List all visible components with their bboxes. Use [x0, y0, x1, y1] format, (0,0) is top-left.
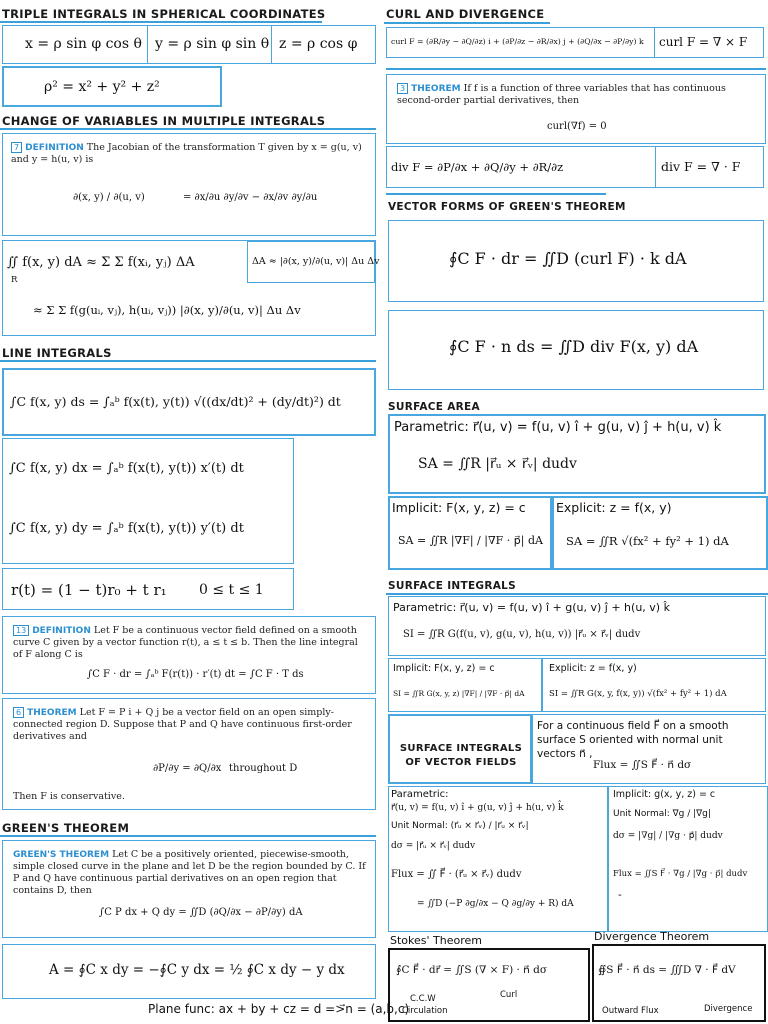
- si-explicit-box: [542, 658, 766, 712]
- spherical-x: x = ρ sin φ cos θ: [25, 36, 142, 52]
- divergence-outward: Outward Flux: [602, 1006, 659, 1016]
- sa-implicit-label: Implicit: F(x, y, z) = c: [392, 500, 526, 515]
- greens-box: [2, 840, 376, 938]
- plane-func: Plane func: ax + by + cz = d =>⃗n = (a,b,c): [148, 1002, 410, 1016]
- greens-text: [13, 849, 369, 897]
- heading-change-vars: CHANGE OF VARIABLES IN MULTIPLE INTEGRALS: [2, 114, 326, 128]
- divider: [386, 68, 766, 70]
- divider: [386, 193, 606, 195]
- sa-explicit-label: Explicit: z = f(x, y): [556, 500, 672, 515]
- flux-param-eq: r⃗(u, v) = f(u, v) î + g(u, v) ĵ + h(u, v) k̂: [391, 803, 564, 813]
- def-number: 13: [13, 625, 29, 636]
- green-tangential-eq: ∮C F · dr = ∬D (curl F) · k dA: [449, 249, 687, 268]
- flux-param-label: Parametric:: [391, 789, 449, 800]
- line-ds-eq: ∫C f(x, y) ds = ∫ₐᵇ f(x(t), y(t)) √((dx/dt)² + (dy/dt)²) dt: [10, 394, 341, 409]
- stokes-curl: Curl: [500, 990, 518, 1000]
- line-def-text: [13, 625, 369, 661]
- line-def-desc: Let F be a continuous vector field defined on a smooth curve C given by a vector function r(t), a ≤ t ≤ b. Then the line integral of F along C is: [13, 625, 358, 660]
- jacobian-rhs: = ∂x/∂u ∂y/∂v − ∂x/∂v ∂y/∂u: [183, 192, 318, 203]
- approx-box: [2, 240, 380, 336]
- line-dxdy-box: [2, 438, 294, 564]
- sa-param-eq: SA = ∬R |r⃗ᵤ × r⃗ᵥ| dudv: [418, 456, 577, 472]
- conservative-through: throughout D: [229, 763, 298, 774]
- sa-implicit-box: [388, 496, 552, 570]
- curl-thm-eq: curl(∇f) = 0: [547, 121, 607, 132]
- green-normal-box: [388, 310, 764, 390]
- greens-label: GREEN'S THEOREM: [13, 850, 110, 860]
- si-implicit-box: [388, 658, 542, 712]
- flux-dsigma: dσ = |r⃗ᵤ × r⃗ᵥ| dudv: [391, 841, 476, 851]
- green-normal-eq: ∮C F · n ds = ∬D div F(x, y) dA: [449, 337, 699, 356]
- flux-dash: -: [618, 888, 622, 901]
- jacobian-lhs: ∂(x, y) / ∂(u, v): [73, 192, 145, 203]
- divider: [271, 26, 272, 63]
- divider: [384, 22, 550, 24]
- approx-region: R: [11, 275, 18, 285]
- heading-spherical: TRIPLE INTEGRALS IN SPHERICAL COORDINATES: [2, 7, 326, 21]
- heading-curl-div: CURL AND DIVERGENCE: [386, 7, 545, 21]
- stokes-ccw: C.C.W: [410, 994, 436, 1004]
- heading-vector-green: VECTOR FORMS OF GREEN'S THEOREM: [388, 201, 626, 213]
- si-param-box: [388, 596, 766, 656]
- divergence-box: [592, 944, 766, 1022]
- flux-implicit-label: Implicit: g(x, y, z) = c: [613, 789, 716, 800]
- flux-unit-normal: Unit Normal: (r⃗ᵤ × r⃗ᵥ) / |r⃗ᵤ × r⃗ᵥ|: [391, 821, 529, 831]
- sa-explicit-eq: SA = ∬R √(fx² + fy² + 1) dA: [566, 534, 729, 548]
- jacobian-text: [11, 142, 367, 166]
- flux-explicit-int: = ∬D (−P ∂g/∂x − Q ∂g/∂y + R) dA: [417, 899, 574, 909]
- thm-number: 3: [397, 83, 408, 94]
- curl-expanded: curl F = (∂R/∂y − ∂Q/∂z) i + (∂P/∂z − ∂R/∂x) j + (∂Q/∂x − ∂P/∂y) k: [391, 37, 644, 46]
- segment-eq: r(t) = (1 − t)r₀ + t r₁: [11, 581, 167, 599]
- div-short: div F = ∇ · F: [661, 159, 741, 174]
- line-ds-box: [2, 368, 376, 436]
- divider: [0, 360, 376, 362]
- flux-def-box: [532, 714, 766, 784]
- flux-dsigma2: dσ = |∇g| / |∇g · p⃗| dudv: [613, 831, 723, 841]
- si-implicit-eq: SI = ∬R G(x, y, z) |∇F| / |∇F · p⃗| dA: [393, 689, 525, 698]
- surf-vec-title-box: [388, 714, 532, 784]
- green-tangential-box: [388, 220, 764, 302]
- jacobian-box: [2, 133, 376, 236]
- curl-thm-box: [386, 74, 766, 144]
- sa-param-label: Parametric: r⃗(u, v) = f(u, v) î + g(u, v) ĵ + h(u, v) k̂: [394, 420, 722, 435]
- divider: [147, 26, 148, 63]
- thm-label: THEOREM: [27, 708, 77, 718]
- conservative-eq: ∂P/∂y = ∂Q/∂x: [153, 763, 222, 774]
- stokes-eq: ∮C F⃗ · dr⃗ = ∬S (∇ × F) · n⃗ dσ: [396, 964, 548, 976]
- area-box: [2, 944, 376, 999]
- approx-eq1: ∬ f(x, y) dA ≈ Σ Σ f(xᵢ, yⱼ) ΔA: [7, 255, 195, 270]
- sa-explicit-box: [552, 496, 768, 570]
- spherical-box: [2, 25, 376, 64]
- divider: [0, 835, 376, 837]
- divergence-div: Divergence: [704, 1004, 753, 1014]
- greens-eq: ∫C P dx + Q dy = ∬D (∂Q/∂x − ∂P/∂y) dA: [99, 907, 303, 918]
- curl-box: [386, 27, 764, 58]
- divider: [654, 28, 655, 57]
- si-param-eq: SI = ∬R G(f(u, v), g(u, v), h(u, v)) |r⃗ᵤ × r⃗ᵥ| dudv: [403, 629, 641, 640]
- conservative-box: [2, 698, 376, 810]
- line-def-eq: ∫C F · dr = ∫ₐᵇ F(r(t)) · r′(t) dt = ∫C F · T ds: [87, 669, 304, 680]
- div-box: [386, 146, 764, 188]
- line-dx-eq: ∫C f(x, y) dx = ∫ₐᵇ f(x(t), y(t)) x′(t) dt: [9, 461, 244, 476]
- flux-unit-normal2: Unit Normal: ∇g / |∇g|: [613, 809, 711, 819]
- delta-a-eq: ΔA ≈ |∂(x, y)/∂(u, v)| Δu Δv: [252, 256, 380, 267]
- stokes-circulation: Circulation: [402, 1006, 448, 1016]
- jacobian-desc: The Jacobian of the transformation T given by x = g(u, v) and y = h(u, v) is: [11, 142, 362, 165]
- line-def-box: [2, 616, 376, 694]
- def-number: 7: [11, 142, 22, 153]
- curl-thm-desc: If f is a function of three variables that has continuous second-order partial derivatives, then: [397, 83, 726, 106]
- divergence-eq: ∯S F⃗ · n⃗ ds = ∭D ∇ · F⃗ dV: [598, 964, 736, 976]
- line-dy-eq: ∫C f(x, y) dy = ∫ₐᵇ f(x(t), y(t)) y′(t) dt: [9, 521, 244, 536]
- flux-def-eq: Flux = ∬S F⃗ · n⃗ dσ: [593, 759, 692, 771]
- sa-param-box: [388, 414, 766, 494]
- segment-range: 0 ≤ t ≤ 1: [199, 582, 264, 598]
- si-explicit-label: Explicit: z = f(x, y): [549, 663, 637, 674]
- heading-line-int: LINE INTEGRALS: [2, 346, 112, 360]
- def-label: DEFINITION: [32, 626, 91, 636]
- curl-short: curl F = ∇ × F: [659, 35, 748, 49]
- thm-label: THEOREM: [411, 84, 461, 94]
- flux-implicit-int: Flux = ∬S F⃗ · ∇g / |∇g · p⃗| dudv: [613, 869, 748, 879]
- conservative-text: [13, 707, 369, 743]
- conservative-desc: Let F = P i + Q j be a vector field on an open simply-connected region D. Suppose that P and Q have continuous first-order derivatives and: [13, 707, 352, 742]
- thm-number: 6: [13, 707, 24, 718]
- curl-thm-text: [397, 83, 757, 107]
- divider: [386, 593, 768, 595]
- approx-eq2: ≈ Σ Σ f(g(uᵢ, vⱼ), h(uᵢ, vⱼ)) |∂(x, y)/∂(u, v)| Δu Δv: [33, 303, 301, 317]
- segment-box: [2, 568, 294, 610]
- divergence-title: Divergence Theorem: [594, 930, 710, 943]
- conservative-then: Then F is conservative.: [13, 791, 125, 802]
- spherical-z: z = ρ cos φ: [279, 36, 358, 52]
- delta-a-box: [247, 241, 380, 283]
- si-explicit-eq: SI = ∬R G(x, y, f(x, y)) √(fx² + fy² + 1) dA: [549, 689, 727, 699]
- sa-implicit-eq: SA = ∬R |∇F| / |∇F · p⃗| dA: [398, 534, 543, 547]
- heading-surface-int: SURFACE INTEGRALS: [388, 580, 517, 592]
- stokes-box: [388, 948, 590, 1022]
- rho-box: [2, 66, 222, 107]
- flux-param-box: [388, 786, 608, 932]
- greens-desc: Let C be a positively oriented, piecewise-smooth, simple closed curve in the plane and let D be the region bounded by C. If P and Q have continuous partial derivatives on an open region that contains D, then: [13, 849, 366, 896]
- flux-param-int: Flux = ∬ F⃗ · (r⃗ᵤ × r⃗ᵥ) dudv: [391, 869, 522, 880]
- si-implicit-label: Implicit: F(x, y, z) = c: [393, 663, 495, 674]
- stokes-title: Stokes' Theorem: [390, 934, 482, 947]
- si-param-label: Parametric: r⃗(u, v) = f(u, v) î + g(u, v) ĵ + h(u, v) k̂: [393, 601, 670, 614]
- flux-intro: For a continuous field F⃗ on a smooth surface S oriented with normal unit vectors n⃗ ,: [537, 720, 729, 760]
- div-eq: div F = ∂P/∂x + ∂Q/∂y + ∂R/∂z: [391, 160, 564, 174]
- rho-eq: ρ² = x² + y² + z²: [44, 79, 160, 95]
- def-label: DEFINITION: [25, 143, 84, 153]
- heading-greens: GREEN'S THEOREM: [2, 821, 130, 835]
- spherical-y: y = ρ sin φ sin θ: [155, 36, 270, 52]
- heading-surf-vec: SURFACE INTEGRALS OF VECTOR FIELDS: [399, 743, 523, 768]
- divider: [0, 128, 376, 130]
- divider: [655, 147, 656, 187]
- area-eq: A = ∮C x dy = −∮C y dx = ½ ∮C x dy − y dx: [49, 962, 345, 978]
- heading-surface-area: SURFACE AREA: [388, 401, 480, 413]
- flux-implicit-box: [608, 786, 768, 932]
- divider: [0, 21, 322, 23]
